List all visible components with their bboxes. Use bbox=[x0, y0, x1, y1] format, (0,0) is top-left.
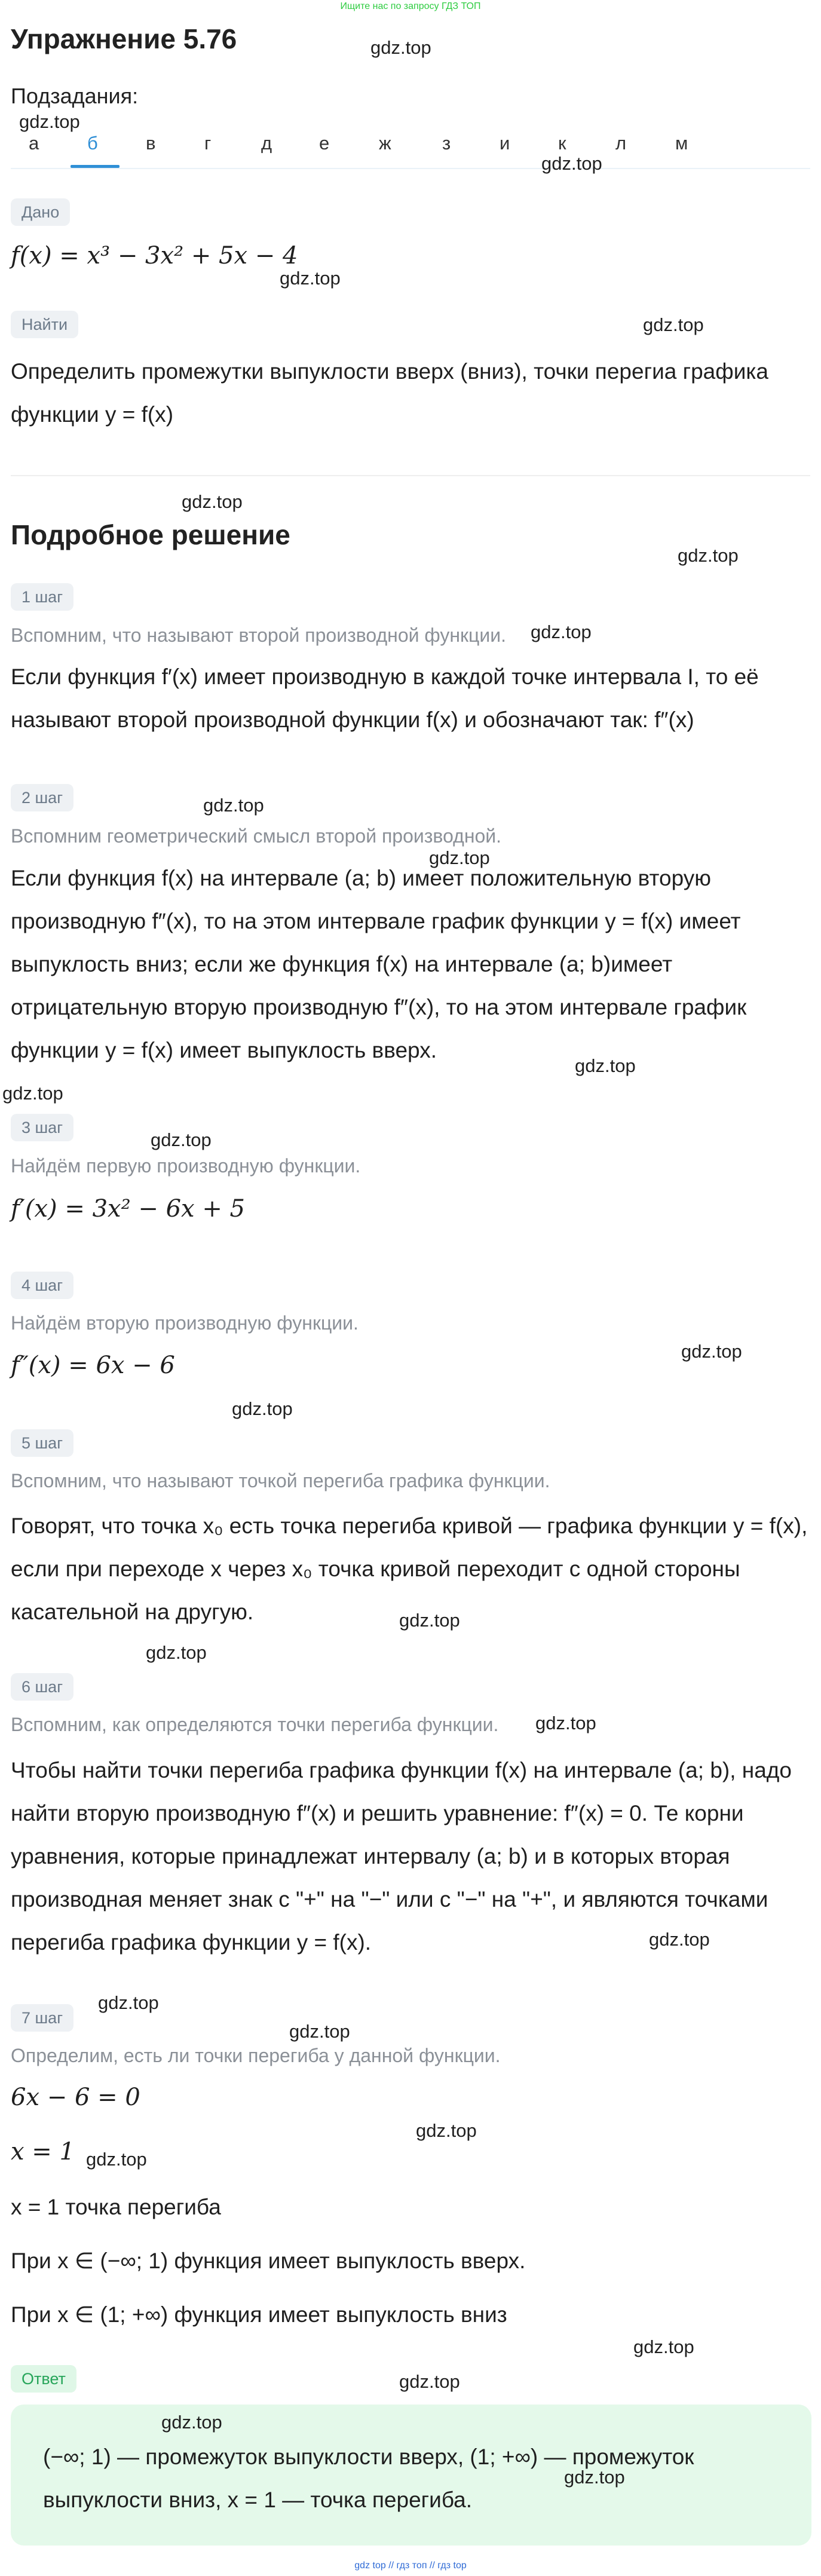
watermark: gdz.top bbox=[575, 1055, 636, 1076]
answer-text: (−∞; 1) — промежуток выпуклости вверх, (1; +∞) — промежуток выпуклости вниз, x = 1 — точка перегиба. bbox=[43, 2445, 694, 2512]
tab-e[interactable]: е bbox=[319, 133, 330, 154]
step-4-formula: f″(x) = 6x − 6 bbox=[11, 1352, 175, 1379]
step-1-badge: 1 шаг bbox=[11, 583, 73, 611]
given-formula: f(x) = x³ − 3x² + 5x − 4 bbox=[11, 242, 298, 269]
subtasks-label: Подзадания: bbox=[11, 84, 139, 108]
step-7-badge: 7 шаг bbox=[11, 2004, 73, 2032]
given-badge: Дано bbox=[11, 198, 70, 226]
active-tab-indicator bbox=[71, 165, 120, 168]
step-4-hint: Найдём вторую производную функции. bbox=[11, 1312, 359, 1334]
watermark: gdz.top bbox=[151, 1129, 212, 1150]
find-badge: Найти bbox=[11, 311, 78, 338]
answer-badge: Ответ bbox=[11, 2365, 76, 2393]
tab-m[interactable]: м bbox=[675, 133, 688, 154]
tab-l[interactable]: л bbox=[615, 133, 627, 154]
watermark: gdz.top bbox=[633, 2336, 694, 2357]
watermark: gdz.top bbox=[681, 1341, 742, 1362]
page-title: Упражнение 5.76 bbox=[11, 23, 237, 54]
watermark: gdz.top bbox=[649, 1929, 710, 1950]
step-7-root: x = 1 bbox=[11, 2138, 75, 2165]
tab-i[interactable]: и bbox=[500, 133, 510, 154]
watermark: gdz.top bbox=[2, 1083, 63, 1104]
top-search-link[interactable]: Ищите нас по запросу ГДЗ ТОП bbox=[340, 1, 481, 11]
watermark: gdz.top bbox=[535, 1713, 596, 1733]
tab-g[interactable]: г bbox=[204, 133, 212, 154]
step-7-inflection: x = 1 точка перегиба bbox=[11, 2195, 221, 2219]
watermark: gdz.top bbox=[98, 1992, 159, 2013]
watermark: gdz.top bbox=[643, 314, 704, 335]
watermark: gdz.top bbox=[399, 1610, 460, 1631]
watermark: gdz.top bbox=[86, 2149, 147, 2170]
find-text: Определить промежутки выпуклости вверх (вниз), точки перегиа графика функции y = f(x) bbox=[11, 359, 768, 427]
watermark: gdz.top bbox=[541, 153, 602, 174]
watermark: gdz.top bbox=[280, 268, 341, 289]
tab-k[interactable]: к bbox=[558, 133, 566, 154]
tabs-baseline bbox=[11, 168, 810, 169]
watermark: gdz.top bbox=[232, 1398, 293, 1419]
step-5-body: Говорят, что точка x₀ есть точка перегиба кривой — графика функции y = f(x), если при переходе x через x₀ точка кривой переходит с одной стороны касательной на другую. bbox=[11, 1514, 808, 1624]
step-2-hint: Вспомним геометрический смысл второй производной. bbox=[11, 825, 502, 847]
watermark: gdz.top bbox=[399, 2371, 460, 2392]
watermark: gdz.top bbox=[429, 847, 490, 868]
solution-title: Подробное решение bbox=[11, 519, 290, 550]
footer-links[interactable]: gdz top // гдз топ // гдз top bbox=[354, 2560, 467, 2571]
tab-v[interactable]: в bbox=[146, 133, 156, 154]
step-7-hint: Определим, есть ли точки перегиба у данной функции. bbox=[11, 2045, 501, 2066]
watermark: gdz.top bbox=[289, 2021, 350, 2042]
step-2-body: Если функция f(x) на интервале (a; b) имеет положительную вторую производную f″(x), то на этом интервале график функции y = f(x) имеет выпуклость вниз; если же функция f(x) на интервале (a; b)имеет отрицательную вторую производную f″(x), то на этом интервале график функции y = f(x) имеет выпуклость вверх. bbox=[11, 866, 747, 1062]
watermark: gdz.top bbox=[19, 111, 80, 132]
step-3-hint: Найдём первую производную функции. bbox=[11, 1155, 361, 1177]
step-5-badge: 5 шаг bbox=[11, 1429, 73, 1457]
tab-z[interactable]: з bbox=[442, 133, 451, 154]
step-6-badge: 6 шаг bbox=[11, 1673, 73, 1701]
tab-zh[interactable]: ж bbox=[379, 133, 391, 154]
step-2-badge: 2 шаг bbox=[11, 784, 73, 811]
tab-d[interactable]: д bbox=[261, 133, 272, 154]
tab-b[interactable]: б bbox=[87, 133, 98, 154]
watermark: gdz.top bbox=[564, 2467, 625, 2488]
step-3-badge: 3 шаг bbox=[11, 1114, 73, 1141]
step-3-formula: f′(x) = 3x² − 6x + 5 bbox=[11, 1195, 245, 1223]
step-6-body: Чтобы найти точки перегиба графика функции f(x) на интервале (a; b), надо найти вторую производную f″(x) и решить уравнение: f″(x) = 0. Те корни уравнения, которые принадлежат интервалу (a; b) и в которых вторая производная меняет знак с "+" на "−" или с "−" на "+", и являются точками перегиба графика функции y = f(x). bbox=[11, 1758, 792, 1955]
step-7-equation: 6x − 6 = 0 bbox=[11, 2084, 140, 2111]
watermark: gdz.top bbox=[203, 795, 264, 816]
watermark: gdz.top bbox=[678, 545, 739, 566]
section-divider bbox=[11, 475, 810, 476]
step-1-hint: Вспомним, что называют второй производной функции. bbox=[11, 624, 506, 646]
watermark: gdz.top bbox=[146, 1642, 207, 1663]
watermark: gdz.top bbox=[370, 37, 431, 58]
step-7-interval-down: При x ∈ (1; +∞) функция имеет выпуклость вниз bbox=[11, 2302, 507, 2327]
watermark: gdz.top bbox=[182, 491, 243, 512]
watermark: gdz.top bbox=[531, 621, 592, 642]
watermark: gdz.top bbox=[416, 2120, 477, 2141]
step-4-badge: 4 шаг bbox=[11, 1272, 73, 1299]
step-5-hint: Вспомним, что называют точкой перегиба графика функции. bbox=[11, 1470, 550, 1491]
watermark: gdz.top bbox=[161, 2412, 222, 2433]
step-6-hint: Вспомним, как определяются точки перегиба функции. bbox=[11, 1714, 499, 1735]
tab-a[interactable]: а bbox=[29, 133, 39, 154]
step-1-body: Если функция f′(x) имеет производную в каждой точке интервала I, то её называют второй производной функции f(x) и обозначают так: f″(x) bbox=[11, 664, 759, 732]
step-7-interval-up: При x ∈ (−∞; 1) функция имеет выпуклость вверх. bbox=[11, 2249, 526, 2273]
